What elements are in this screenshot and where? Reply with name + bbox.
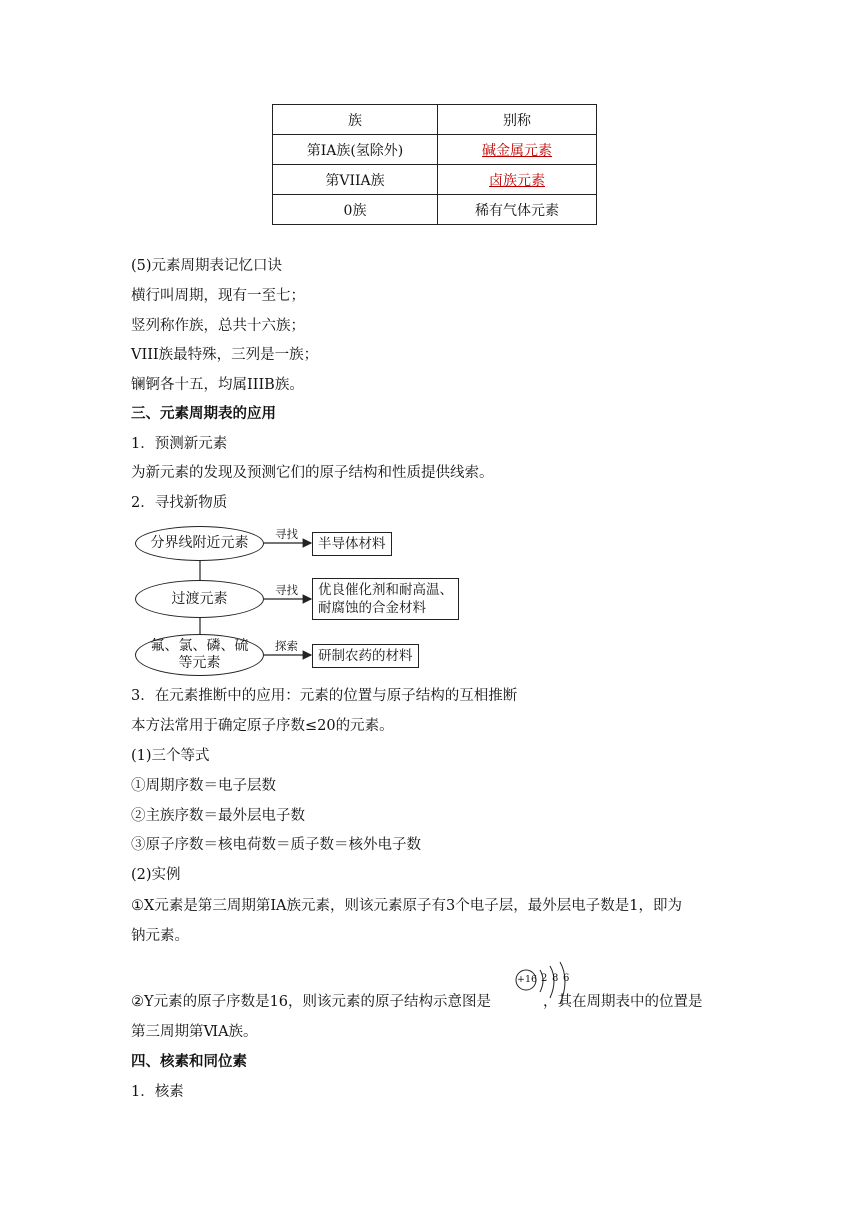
nucleus-charge: +16 [517, 974, 538, 985]
section-heading: 四、核素和同位素 [131, 1053, 247, 1070]
section-heading: 三、元素周期表的应用 [131, 405, 276, 422]
shell-electron-count: 8 [552, 973, 559, 984]
subsection-title: (2)实例 [131, 867, 181, 883]
arrow-label: 寻找 [275, 583, 298, 597]
mnemonic-line: VIII族最特殊，三列是一族； [131, 347, 319, 363]
equality-line: ②主族序数＝最外层电子数 [131, 808, 305, 824]
mnemonic-line: 镧锕各十五，均属IIIB族。 [131, 377, 304, 393]
table-cell-group: 第VIIA族 [273, 165, 438, 195]
paragraph: 为新元素的发现及预测它们的原子结构和性质提供线索。 [131, 465, 494, 481]
arrow-label: 探索 [275, 639, 298, 653]
mnemonic-line: 横行叫周期，现有一至七； [131, 288, 305, 304]
item-title: 2．寻找新物质 [131, 495, 228, 511]
shell-electron-count: 6 [563, 973, 570, 984]
example-line: ①X元素是第三周期第ⅠA族元素，则该元素原子有3个电子层，最外层电子数是1，即为 [131, 898, 682, 914]
table-cell-alias: 稀有气体元素 [438, 195, 597, 225]
item-title: 3．在元素推断中的应用：元素的位置与原子结构的互相推断 [131, 688, 518, 704]
mnemonic-line: 竖列称作族，总共十六族； [131, 318, 305, 334]
answer-text: 碱金属元素 [482, 142, 552, 159]
table-header-cell: 别称 [438, 105, 597, 135]
source-element-node: 过渡元素 [135, 580, 264, 618]
target-material-box [312, 578, 459, 620]
example-line: 第三周期第ⅥA族。 [131, 1024, 258, 1040]
paragraph: 本方法常用于确定原子序数≤20的元素。 [131, 718, 394, 734]
shell-electron-count: 2 [541, 973, 548, 984]
arrow-label: 寻找 [275, 527, 298, 541]
target-material-box: 半导体材料 [312, 532, 392, 556]
table-cell-group: 第IA族(氢除外) [273, 135, 438, 165]
equality-line: ①周期序数＝电子层数 [131, 778, 276, 794]
example-text: ，其在周期表中的位置是 [543, 994, 703, 1010]
source-element-node: 分界线附近元素 [135, 526, 264, 561]
target-material-box: 研制农药的材料 [312, 644, 419, 668]
example-line [131, 992, 703, 1012]
item-title: 1．预测新元素 [131, 436, 228, 452]
subsection-title: (1)三个等式 [131, 748, 210, 764]
source-element-line: 氟、氯、磷、硫 [150, 638, 249, 654]
example-text: ②Y元素的原子序数是16，则该元素的原子结构示意图是 [131, 994, 492, 1010]
source-element-node [135, 634, 264, 676]
mnemonic-title: (5)元素周期表记忆口诀 [131, 258, 283, 274]
target-material-line: 耐腐蚀的合金材料 [318, 600, 426, 616]
answer-text: 卤族元素 [489, 172, 545, 189]
source-element-line: 等元素 [178, 655, 221, 671]
table-cell-group: 0族 [273, 195, 438, 225]
table-header-cell: 族 [273, 105, 438, 135]
equality-line: ③原子序数＝核电荷数＝质子数＝核外电子数 [131, 837, 421, 853]
example-line: 钠元素。 [131, 928, 189, 944]
item-title: 1．核素 [131, 1084, 184, 1100]
target-material-line: 优良催化剂和耐高温、 [318, 582, 453, 598]
